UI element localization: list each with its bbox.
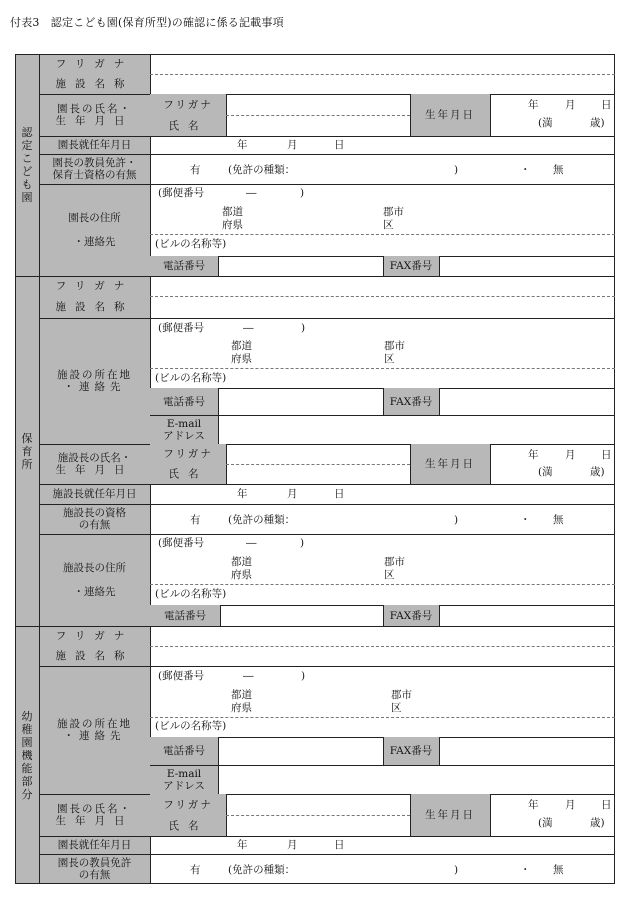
label-head-start: 施設長就任年月日: [52, 488, 137, 500]
gunshi-1-4: 郡市: [391, 689, 412, 701]
todofuken-2-4: 府県: [231, 702, 252, 714]
label-facility-name-3: 施設名称: [55, 650, 134, 662]
label-shimei-2: 氏名: [168, 468, 208, 480]
todofuken-1-2: 都道: [231, 340, 252, 352]
field-fax[interactable]: [441, 258, 611, 274]
field-email-2[interactable]: [220, 767, 610, 792]
label-facility-name: 施設名称: [55, 78, 134, 90]
age-open-label-3: (満: [538, 817, 553, 829]
birth-month-label: 月: [565, 99, 576, 111]
label-facility-name-2: 施設名称: [55, 301, 134, 313]
label-furigana-3: フリガナ: [55, 630, 134, 642]
field-tel[interactable]: [220, 258, 380, 274]
birth-month-label-2: 月: [565, 449, 576, 461]
field-facility-name[interactable]: [152, 76, 612, 92]
age-close-label: 歳): [590, 117, 605, 129]
license-yes-3[interactable]: 有: [190, 864, 201, 876]
start-day-label: 日: [334, 139, 345, 151]
postal-label-4: (郵便番号: [158, 670, 205, 682]
label-director-name-3: 園長の氏名・ 生年月日: [55, 803, 134, 827]
section-label-youchien: 幼稚園機能部分: [21, 709, 33, 801]
gunshi-2: 区: [383, 219, 394, 231]
birth-year-label-3: 年: [528, 799, 539, 811]
label-furigana-small: フリガナ: [163, 98, 213, 111]
label-head-address: 施設長の住所 ・連絡先: [63, 562, 126, 598]
gunshi-2-3: 区: [384, 569, 395, 581]
age-open-label: (満: [538, 117, 553, 129]
gunshi-1: 郡市: [383, 206, 404, 218]
postal-dash-2: ―: [243, 322, 254, 334]
label-shimei-3: 氏名: [168, 819, 208, 832]
label-birthdate-3: 生年月日: [425, 809, 475, 821]
age-open-label-2: (満: [538, 466, 553, 478]
todofuken-1-4: 都道: [231, 689, 252, 701]
postal-close-2: ): [301, 322, 306, 334]
age-close-label-3: 歳): [590, 817, 605, 829]
field-director-name[interactable]: [228, 117, 408, 134]
license-close-paren: ): [454, 164, 459, 176]
todofuken-2: 府県: [222, 219, 243, 231]
label-birthdate: 生年月日: [425, 109, 475, 121]
label-furigana-small-2: フリガナ: [163, 448, 213, 460]
field-fax-2[interactable]: [441, 390, 611, 413]
label-fax-3: FAX番号: [389, 609, 433, 622]
postal-label: (郵便番号: [158, 187, 205, 199]
field-director-name-3[interactable]: [228, 817, 408, 834]
start-month-label-3: 月: [287, 839, 298, 851]
license-close-paren-3: ): [454, 864, 459, 876]
field-furigana-3[interactable]: [152, 628, 612, 644]
postal-label-3: (郵便番号: [158, 537, 205, 549]
license-dot: ・: [520, 164, 531, 176]
gunshi-1-3: 郡市: [384, 556, 405, 568]
gunshi-2-4: 区: [391, 702, 402, 714]
birth-day-label-2: 日: [601, 449, 612, 461]
start-day-label-3: 日: [334, 839, 345, 851]
qual-no[interactable]: 無: [553, 514, 564, 526]
label-director-start-3: 園長就任年月日: [57, 839, 132, 851]
postal-label-2: (郵便番号: [158, 322, 205, 334]
label-fax-2: FAX番号: [389, 395, 433, 408]
label-shimei: 氏名: [168, 119, 208, 132]
label-director-license-3: 園長の教員免許 の有無: [57, 857, 132, 881]
building-label-2: (ビルの名称等): [155, 372, 227, 384]
label-director-license: 園長の教員免許・ 保育士資格の有無: [52, 157, 137, 181]
field-facility-name-2[interactable]: [152, 298, 612, 316]
field-tel-2[interactable]: [220, 390, 380, 413]
birth-day-label: 日: [601, 99, 612, 111]
field-director-furigana[interactable]: [228, 96, 408, 113]
todofuken-1: 都道: [222, 206, 243, 218]
license-no[interactable]: 無: [553, 164, 564, 176]
postal-dash-4: ―: [243, 670, 254, 682]
qual-close-paren: ): [454, 514, 459, 526]
birth-year-label-2: 年: [528, 449, 539, 461]
qual-yes[interactable]: 有: [190, 514, 201, 526]
label-fax-4: FAX番号: [389, 745, 433, 757]
field-furigana[interactable]: [152, 56, 612, 72]
label-head-name: 施設長の氏名・ 生年月日: [55, 452, 134, 476]
head-start-day: 日: [334, 488, 345, 500]
todofuken-2-2: 府県: [231, 353, 252, 365]
head-start-month: 月: [287, 488, 298, 500]
field-director-furigana-3[interactable]: [228, 796, 408, 813]
section-label-hoikusho: 保育所: [21, 431, 33, 471]
label-furigana: フリガナ: [55, 58, 134, 70]
label-email: E-mail アドレス: [163, 417, 205, 442]
license-kind-label-3: (免許の種類：: [228, 864, 296, 876]
postal-close: ): [300, 187, 305, 199]
field-email[interactable]: [220, 417, 610, 442]
license-dot-3: ・: [520, 864, 531, 876]
start-month-label: 月: [287, 139, 298, 151]
birth-year-label: 年: [528, 99, 539, 111]
label-director-name: 園長の氏名・ 生年月日: [55, 103, 134, 127]
postal-dash: ―: [246, 187, 257, 199]
birth-day-label-3: 日: [601, 799, 612, 811]
label-director-address: 園長の住所 ・連絡先: [68, 212, 121, 248]
section-label-kodomoen: 認定こども園: [21, 126, 33, 204]
head-start-year: 年: [237, 488, 248, 500]
field-facility-name-3[interactable]: [152, 648, 612, 664]
label-tel-2: 電話番号: [163, 395, 205, 408]
field-fax-3[interactable]: [441, 607, 611, 624]
license-no-3[interactable]: 無: [553, 864, 564, 876]
field-fax-4[interactable]: [441, 739, 611, 763]
postal-close-4: ): [301, 670, 306, 682]
label-facility-address-3: 施設の所在地 ・連絡先: [57, 718, 132, 742]
label-fax: FAX番号: [389, 260, 433, 272]
age-close-label-2: 歳): [590, 466, 605, 478]
start-year-label: 年: [237, 139, 248, 151]
todofuken-2-3: 府県: [231, 569, 252, 581]
field-head-name[interactable]: [228, 466, 408, 482]
label-tel: 電話番号: [163, 260, 205, 272]
birth-month-label-3: 月: [565, 799, 576, 811]
license-yes[interactable]: 有: [190, 164, 201, 176]
building-label-4: (ビルの名称等): [155, 720, 227, 732]
gunshi-2-2: 区: [384, 353, 395, 365]
label-tel-3: 電話番号: [164, 609, 206, 622]
start-year-label-3: 年: [237, 839, 248, 851]
license-kind-label: (免許の種類：: [228, 164, 296, 176]
building-label: (ビルの名称等): [155, 238, 227, 250]
postal-close-3: ): [300, 537, 305, 549]
building-label-3: (ビルの名称等): [155, 588, 227, 600]
todofuken-1-3: 都道: [231, 556, 252, 568]
label-email-2: E-mail アドレス: [163, 767, 205, 792]
field-tel-4[interactable]: [220, 739, 380, 763]
qual-kind-label: (免許の種類：: [228, 514, 296, 526]
label-furigana-small-3: フリガナ: [163, 798, 213, 811]
label-director-start: 園長就任年月日: [57, 139, 132, 151]
gunshi-1-2: 郡市: [384, 340, 405, 352]
label-birthdate-2: 生年月日: [425, 458, 475, 470]
field-tel-3[interactable]: [222, 607, 380, 624]
form-title: 付表3 認定こども園(保育所型)の確認に係る記載事項: [10, 16, 284, 29]
label-facility-address: 施設の所在地 ・連絡先: [57, 369, 132, 393]
label-head-qual: 施設長の資格 の有無: [63, 507, 126, 531]
field-head-furigana[interactable]: [228, 446, 408, 462]
field-furigana-2[interactable]: [152, 278, 612, 294]
qual-dot: ・: [520, 514, 531, 526]
label-tel-4: 電話番号: [163, 745, 205, 757]
postal-dash-3: ―: [246, 537, 257, 549]
label-furigana-2: フリガナ: [55, 280, 134, 292]
